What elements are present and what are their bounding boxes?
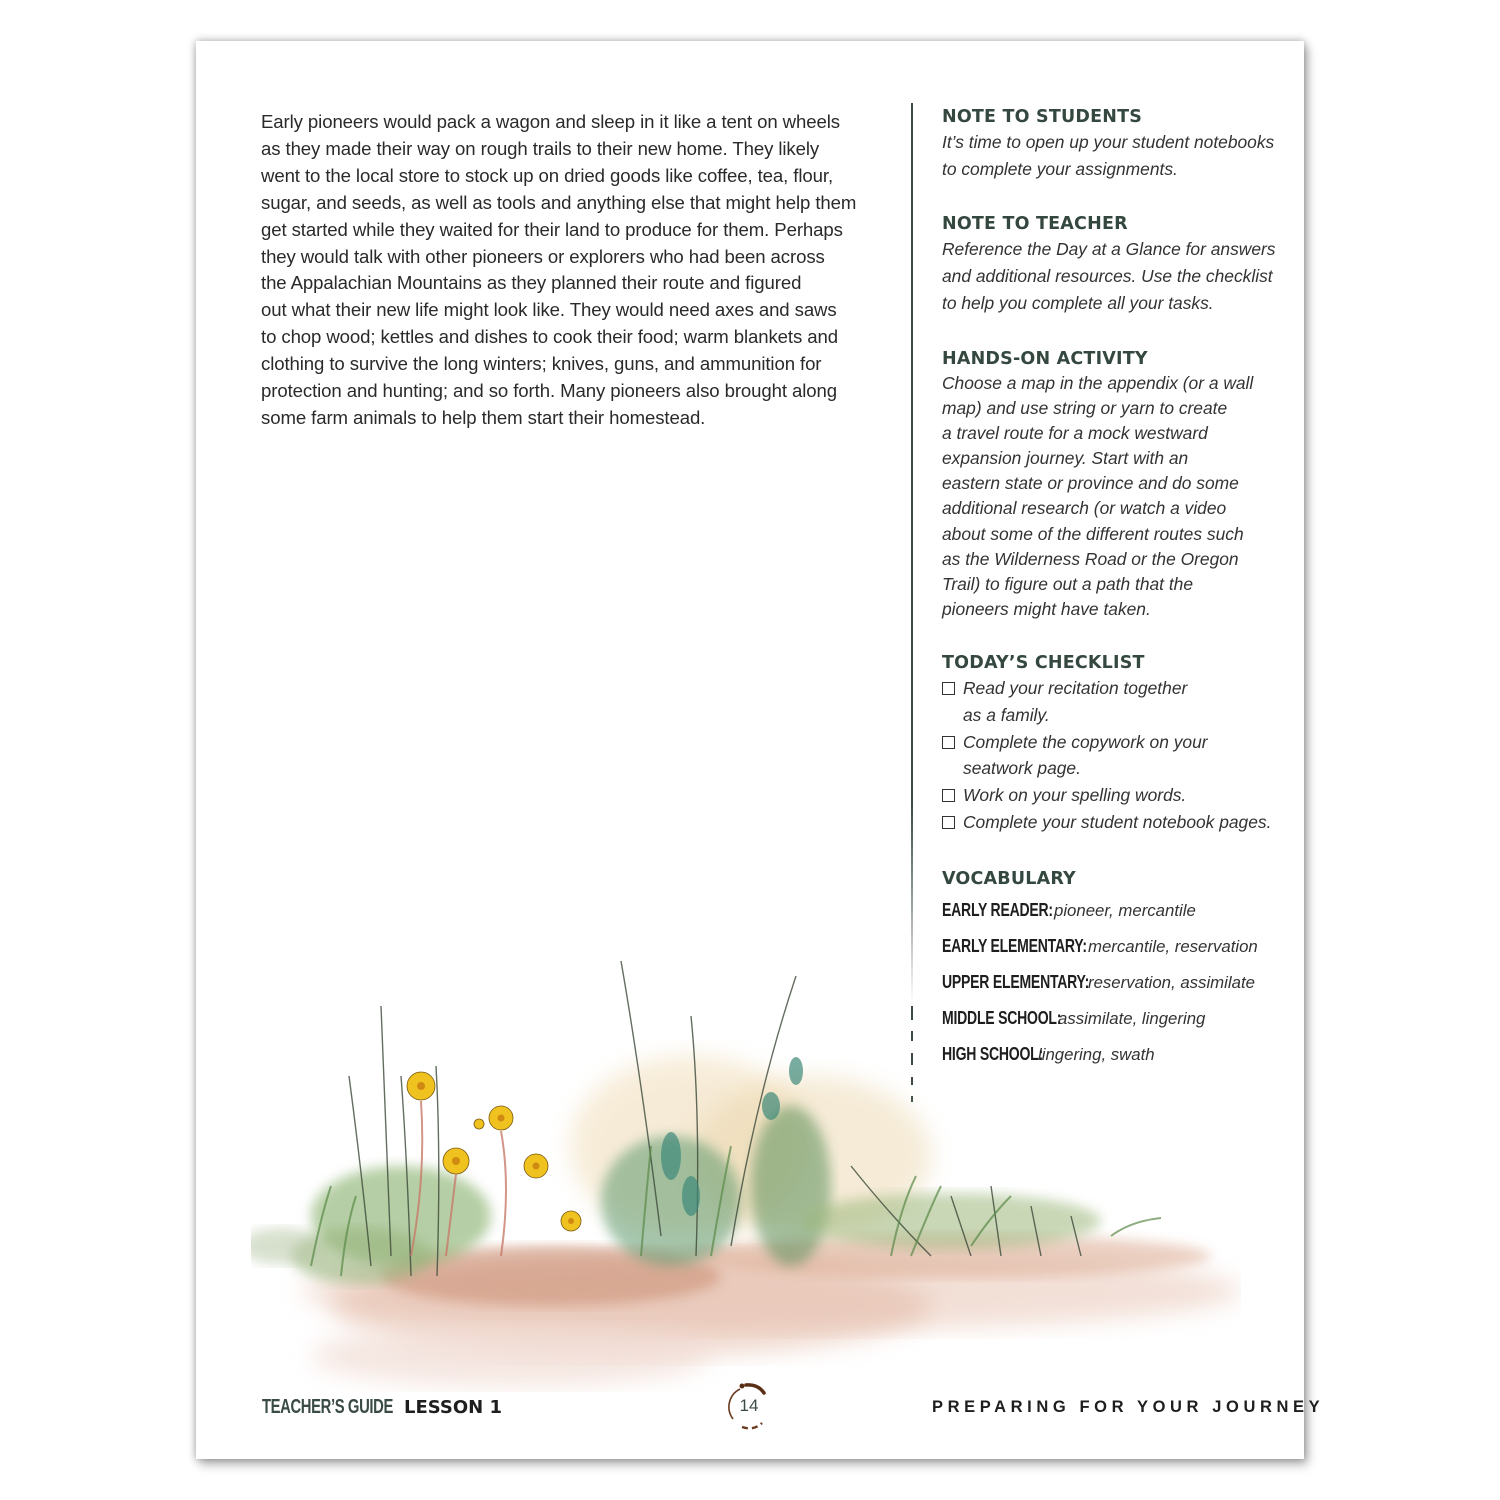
paragraph-line: as they made their way on rough trails to their new home. They likely — [261, 137, 820, 159]
section-line: Choose a map in the appendix (or a wall — [942, 373, 1254, 393]
section-line: expansion journey. Start with an — [942, 448, 1189, 469]
vocab-words: reservation, assimilate — [1088, 973, 1255, 992]
note-to-students — [942, 105, 1274, 183]
vocab-row — [942, 892, 1258, 928]
section-line: and additional resources. Use the checklist — [942, 265, 1273, 286]
hands-on-activity — [942, 347, 1253, 622]
vocab-words: assimilate, lingering — [1058, 1009, 1206, 1028]
chapter-title: PREPARING FOR YOUR JOURNEY — [932, 1398, 1325, 1416]
checklist-items — [942, 675, 1271, 836]
section-line: about some of the different routes such — [942, 523, 1244, 544]
column-divider — [911, 103, 913, 1003]
section-line: to complete your assignments. — [942, 158, 1178, 179]
checklist-item[interactable] — [942, 809, 1271, 836]
note-to-teacher — [942, 212, 1276, 316]
paragraph-line: clothing to survive the long winters; knives, guns, and ammunition for — [261, 353, 822, 375]
prairie-illustration — [251, 956, 1241, 1401]
paragraph-line: the Appalachian Mountains as they planned their route and figured — [261, 272, 802, 294]
section-line: to help you complete all your tasks. — [942, 292, 1214, 313]
section-line: Trail) to figure out a path that the — [942, 573, 1194, 594]
section-title: HANDS-ON ACTIVITY — [942, 349, 1148, 369]
section-title: NOTE TO TEACHER — [942, 214, 1128, 234]
page-number-text: 14 — [739, 1396, 759, 1415]
checkbox[interactable] — [942, 816, 955, 829]
section-line: a travel route for a mock westward — [942, 423, 1208, 444]
checklist-item[interactable] — [942, 782, 1271, 809]
todays-checklist — [942, 651, 1271, 836]
paragraph-line: Early pioneers would pack a wagon and sleep in it like a tent on wheels — [261, 111, 840, 132]
checklist-item[interactable] — [942, 729, 1271, 783]
vocab-words: pioneer, mercantile — [1054, 901, 1196, 920]
checklist-text: seatwork page. — [963, 758, 1081, 779]
section-line: map) and use string or yarn to create — [942, 398, 1228, 419]
vocab-level: EARLY ELEMENTARY: — [942, 936, 1087, 956]
checklist-text: Complete your student notebook pages. — [963, 811, 1272, 832]
checklist-text: as a family. — [963, 704, 1050, 725]
section-title: NOTE TO STUDENTS — [942, 107, 1143, 127]
paragraph-line: protection and hunting; and so forth. Many pioneers also brought along — [261, 380, 837, 402]
vocab-level: HIGH SCHOOL: — [942, 1044, 1043, 1064]
vocab-level: MIDDLE SCHOOL: — [942, 1008, 1062, 1028]
paragraph-line: to chop wood; kettles and dishes to cook their food; warm blankets and — [261, 326, 838, 348]
checkbox[interactable] — [942, 789, 955, 802]
paragraph-line: get started while they waited for their land to produce for them. Perhaps — [261, 218, 843, 240]
paragraph-line: sugar, and seeds, as well as tools and anything else that might help them — [261, 191, 857, 213]
paragraph-line: some farm animals to help them start their homestead. — [261, 406, 706, 428]
guide-label: TEACHER’S GUIDE — [262, 1396, 393, 1418]
main-paragraph — [261, 109, 901, 432]
checkbox[interactable] — [942, 682, 955, 695]
section-line: pioneers might have taken. — [942, 598, 1151, 619]
section-line: additional research (or watch a video — [942, 498, 1227, 519]
section-line: It’s time to open up your student notebooks — [942, 132, 1275, 152]
vocab-level: EARLY READER: — [942, 900, 1053, 920]
lesson-label: LESSON 1 — [404, 1397, 503, 1418]
checkbox[interactable] — [942, 736, 955, 749]
paragraph-line: went to the local store to stock up on dried goods like coffee, tea, flour, — [261, 164, 834, 186]
document-page — [196, 41, 1325, 1459]
section-body — [942, 129, 1274, 183]
checklist-text: Work on your spelling words. — [963, 785, 1187, 806]
section-line: eastern state or province and do some — [942, 473, 1239, 494]
vocab-level: UPPER ELEMENTARY: — [942, 972, 1090, 992]
paragraph-line: out what their new life might look like. They would need axes and saws — [261, 299, 837, 321]
section-body — [942, 236, 1276, 316]
section-line: as the Wilderness Road or the Oregon — [942, 548, 1239, 569]
section-title: VOCABULARY — [942, 869, 1076, 889]
paragraph-line: they would talk with other pioneers or explorers who had been across — [261, 245, 825, 267]
checklist-text: Read your recitation together — [963, 678, 1188, 698]
vocab-words: lingering, swath — [1038, 1045, 1155, 1064]
footer-guide-lesson — [262, 1395, 503, 1419]
section-line: Reference the Day at a Glance for answers — [942, 239, 1276, 259]
checklist-text: Complete the copywork on your — [963, 731, 1208, 752]
vocab-words: mercantile, reservation — [1088, 937, 1258, 956]
page-number — [724, 1381, 774, 1431]
checklist-item[interactable] — [942, 675, 1271, 729]
section-body — [942, 371, 1253, 622]
section-title: TODAY’S CHECKLIST — [942, 653, 1145, 673]
